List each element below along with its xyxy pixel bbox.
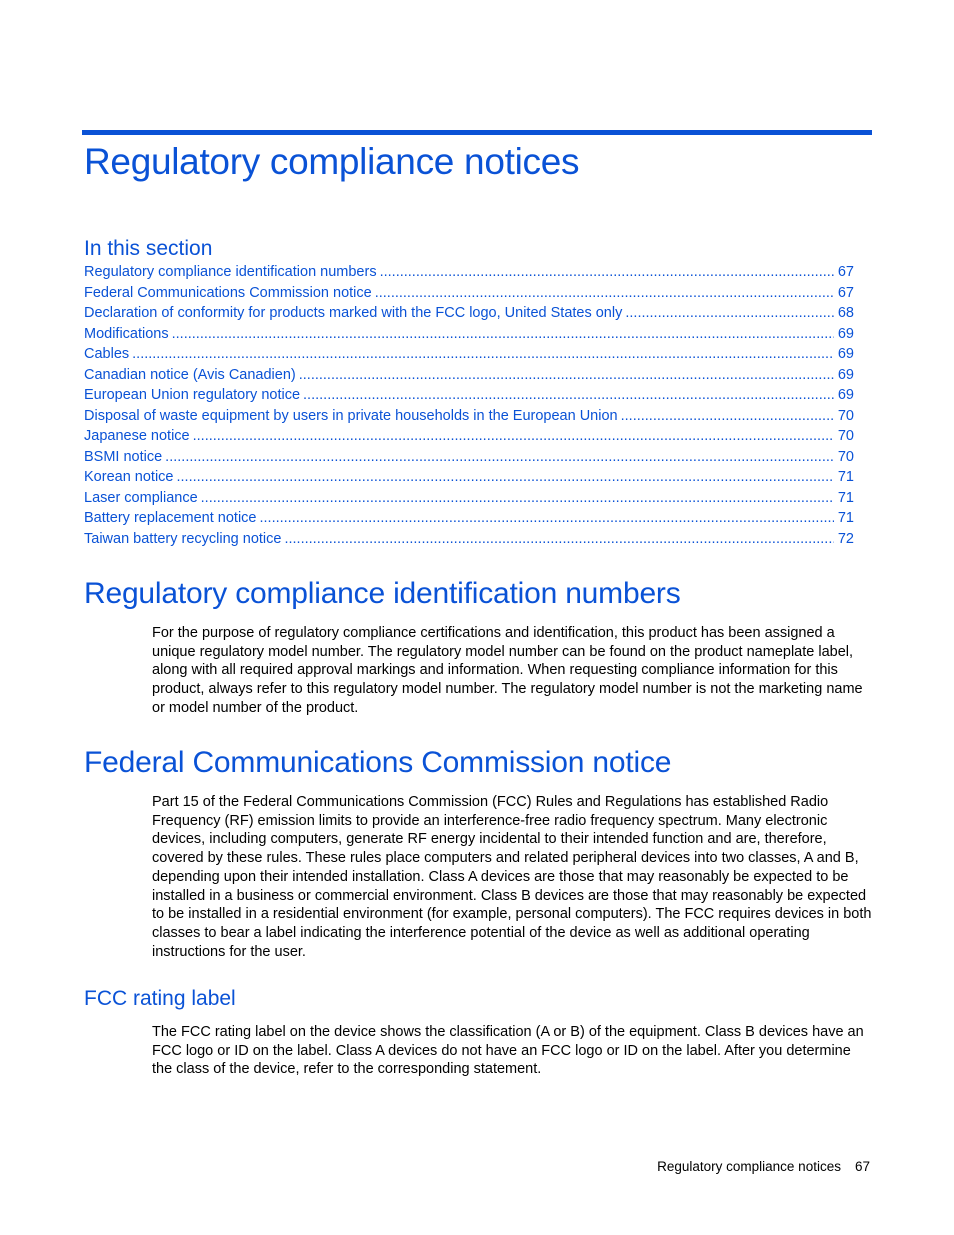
chapter-title: Regulatory compliance notices bbox=[84, 141, 580, 182]
toc-entry[interactable]: Declaration of conformity for products marked with the FCC logo, United States only ..... 68 bbox=[84, 303, 854, 324]
toc-entry[interactable]: Canadian notice (Avis Canadien) ..... 69 bbox=[84, 365, 854, 386]
toc-entry[interactable]: Disposal of waste equipment by users in private households in the European Union ..... 70 bbox=[84, 406, 854, 427]
toc-list bbox=[84, 262, 854, 549]
footer-label: Regulatory compliance notices bbox=[657, 1159, 841, 1174]
subsection-title-fcc-rating: FCC rating label bbox=[84, 987, 236, 1010]
toc-entry[interactable]: Laser compliance ..... 71 bbox=[84, 488, 854, 509]
toc-entry[interactable]: Taiwan battery recycling notice ..... 72 bbox=[84, 529, 854, 550]
toc-entry[interactable]: Battery replacement notice ..... 71 bbox=[84, 508, 854, 529]
toc-entry[interactable]: Korean notice ..... 71 bbox=[84, 467, 854, 488]
toc-entry[interactable]: Regulatory compliance identification numbers ..... 67 bbox=[84, 262, 854, 283]
section-title-fcc: Federal Communications Commission notice bbox=[84, 746, 672, 779]
chapter-rule bbox=[82, 130, 872, 135]
section-title-rcin: Regulatory compliance identification numbers bbox=[84, 577, 681, 610]
toc-entry[interactable]: Cables ..... 69 bbox=[84, 344, 854, 365]
footer-page-number: 67 bbox=[854, 1159, 870, 1174]
section-body-fcc: Part 15 of the Federal Communications Commission (FCC) Rules and Regulations has established Radio Frequency (RF) emission limits to provide an interference-free radio frequency spectrum. Many electronic devices, including computers, generate RF energy incidental to their intended function and are, therefore, covered by these rules. These rules place computers and related peripheral devices into two classes, A and B, depending upon their intended installation. Class A devices are those that may reasonably be expected to be installed in a business or commercial environment. Class B devices are those that may reasonably be expected to be installed in a residential environment (for example, personal computers). The FCC requires devices in both classes to bear a label indicating the interference potential of the device as well as additional operating instructions for the user. bbox=[152, 794, 872, 960]
toc-entry[interactable]: BSMI notice ..... 70 bbox=[84, 447, 854, 468]
in-this-section-heading: In this section bbox=[84, 237, 213, 260]
toc-entry[interactable]: Modifications ..... 69 bbox=[84, 324, 854, 345]
page-footer bbox=[657, 1158, 870, 1176]
subsection-body-fcc-rating: The FCC rating label on the device shows the classification (A or B) of the equipment. Class B devices have an FCC logo or ID on the label. Class A devices do not have an FCC logo or ID on the label. After you determine the class of the device, refer to the corresponding statement. bbox=[152, 1024, 864, 1078]
section-body-rcin: For the purpose of regulatory compliance certifications and identification, this product has been assigned a unique regulatory model number. The regulatory model number can be found on the product nameplate label, along with all required approval markings and information. When requesting compliance information for this product, always refer to this regulatory model number. The regulatory model number is not the marketing name or model number of the product. bbox=[152, 625, 863, 716]
toc-entry[interactable]: European Union regulatory notice ..... 69 bbox=[84, 385, 854, 406]
toc-entry[interactable]: Federal Communications Commission notice ..... 67 bbox=[84, 283, 854, 304]
toc-entry[interactable]: Japanese notice ..... 70 bbox=[84, 426, 854, 447]
